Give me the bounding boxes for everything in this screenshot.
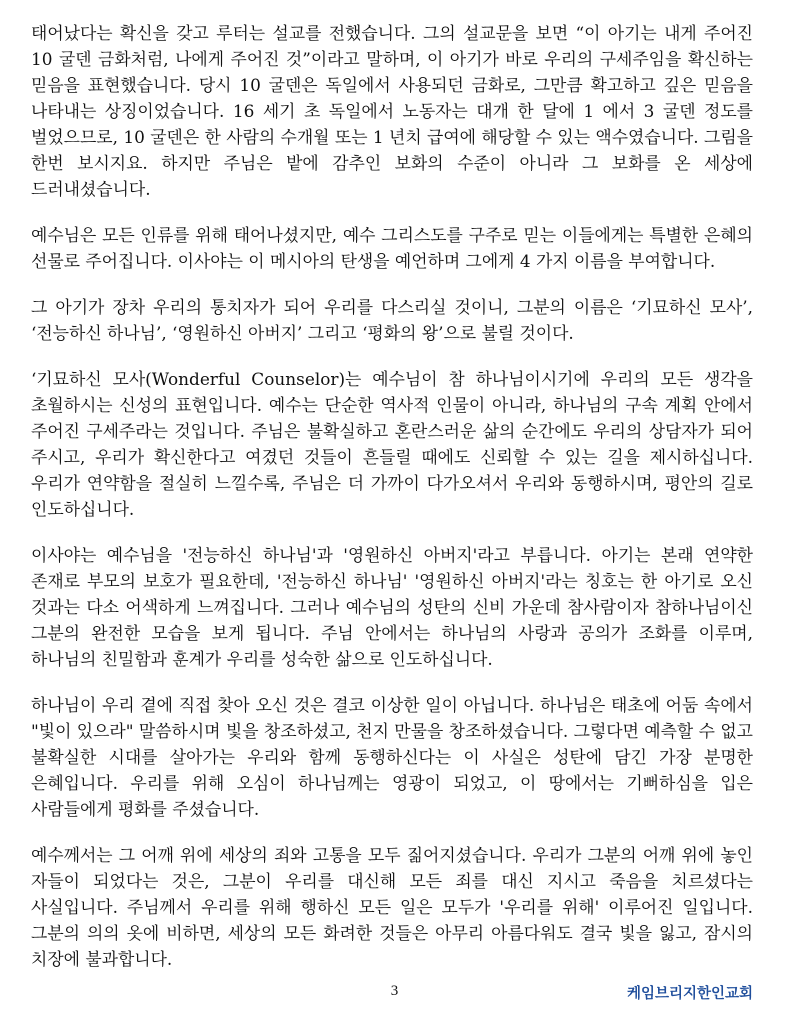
paragraph-on-his-shoulders: 예수께서는 그 어깨 위에 세상의 죄와 고통을 모두 짊어지셨습니다. 우리가 그분의 어깨 위에 놓인 자들이 되었다는 것은, 그분이 우리를 대신해 모든 죄를 대신 지시고 죽음을 치르셨다는 사실입니다. 주님께서 우리를 위해 행하신 모든 일은 모두가 '우리를 위해' 이루어진 일입니다. 그분의 의의 옷에 비하면, 세상의 모든 화려한 것들은 아무리 아름다워도 결국 빛을 잃고, 잠시의 치장에 불과합니다.: [31, 845, 753, 969]
page-number: 3: [390, 983, 399, 999]
paragraph-luther-sermon: 태어났다는 확신을 갖고 루터는 설교를 전했습니다. 그의 설교문을 보면 “이 아기는 내게 주어진 10 굴덴 금화처럼, 나에게 주어진 것”이라고 말하며, 이 아기가 바로 우리의 구세주임을 확신하는 믿음을 표현했습니다. 당시 10 굴덴은 독일에서 사용되던 금화로, 그만큼 확고하고 깊은 믿음을 나타내는 상징이었습니다. 16 세기 초 독일에서 노동자는 대개 한 달에 1 에서 3 굴덴 정도를 벌었으므로, 10 굴덴은 한 사람의 수개월 또는 1 년치 급여에 해당할 수 있는 액수였습니다. 그림을 한번 보시지요. 하지만 주님은 밭에 감추인 보화의 수준이 아니라 그 보화를 온 세상에 드러내셨습니다.: [31, 23, 753, 199]
paragraph-mighty-god: 이사야는 예수님을 '전능하신 하나님'과 '영원하신 아버지'라고 부릅니다. 아기는 본래 연약한 존재로 부모의 보호가 필요한데, '전능하신 하나님' '영원하신 아버지'라는 칭호는 한 아기로 오신 것과는 다소 어색하게 느껴집니다. 그러나 예수님의 성탄의 신비 가운데 참사람이자 참하나님이신 그분의 완전한 모습을 보게 됩니다. 주님 안에서는 하나님의 사랑과 공의가 조화를 이루며, 하나님의 친밀함과 훈계가 우리를 성숙한 삶으로 인도하십니다.: [31, 545, 753, 669]
footer-church-name: 케임브리지한인교회: [626, 986, 753, 1002]
paragraph-wonderful-counselor: ‘기묘하신 모사(Wonderful Counselor)는 예수님이 참 하나님이시기에 우리의 모든 생각을 초월하시는 신성의 표현입니다. 예수는 단순한 역사적 인물이 아니라, 하나님의 구속 계획 안에서 주어진 구세주라는 것입니다. 주님은 불확실하고 혼란스러운 삶의 순간에도 우리의 상담자가 되어 주시고, 우리가 확신한다고 여겼던 것들이 흔들릴 때에도 신뢰할 수 있는 길을 제시하십니다. 우리가 연약함을 절실히 느낄수록, 주님은 더 가까이 다가오셔서 우리와 동행하시며, 평안의 길로 인도하십니다.: [31, 369, 753, 519]
paragraph-gift-of-grace: 예수님은 모든 인류를 위해 태어나셨지만, 예수 그리스도를 구주로 믿는 이들에게는 특별한 은혜의 선물로 주어집니다. 이사야는 이 메시아의 탄생을 예언하며 그에게 4 가지 이름을 부여합니다.: [31, 225, 753, 271]
paragraph-four-names: 그 아기가 장차 우리의 통치자가 되어 우리를 다스리실 것이니, 그분의 이름은 ‘기묘하신 모사’, ‘전능하신 하나님’, ‘영원하신 아버지’ 그리고 ‘평화의 왕’으로 불릴 것이다.: [31, 297, 753, 343]
paragraph-god-with-us: 하나님이 우리 곁에 직접 찾아 오신 것은 결코 이상한 일이 아닙니다. 하나님은 태초에 어둠 속에서 "빛이 있으라" 말씀하시며 빛을 창조하셨고, 천지 만물을 창조하셨습니다. 그렇다면 예측할 수 없고 불확실한 시대를 살아가는 우리와 함께 동행하신다는 이 사실은 성탄에 담긴 가장 분명한 은혜입니다. 우리를 위해 오심이 하나님께는 영광이 되었고, 이 땅에서는 기뻐하심을 입은 사람들에게 평화를 주셨습니다.: [31, 695, 753, 819]
